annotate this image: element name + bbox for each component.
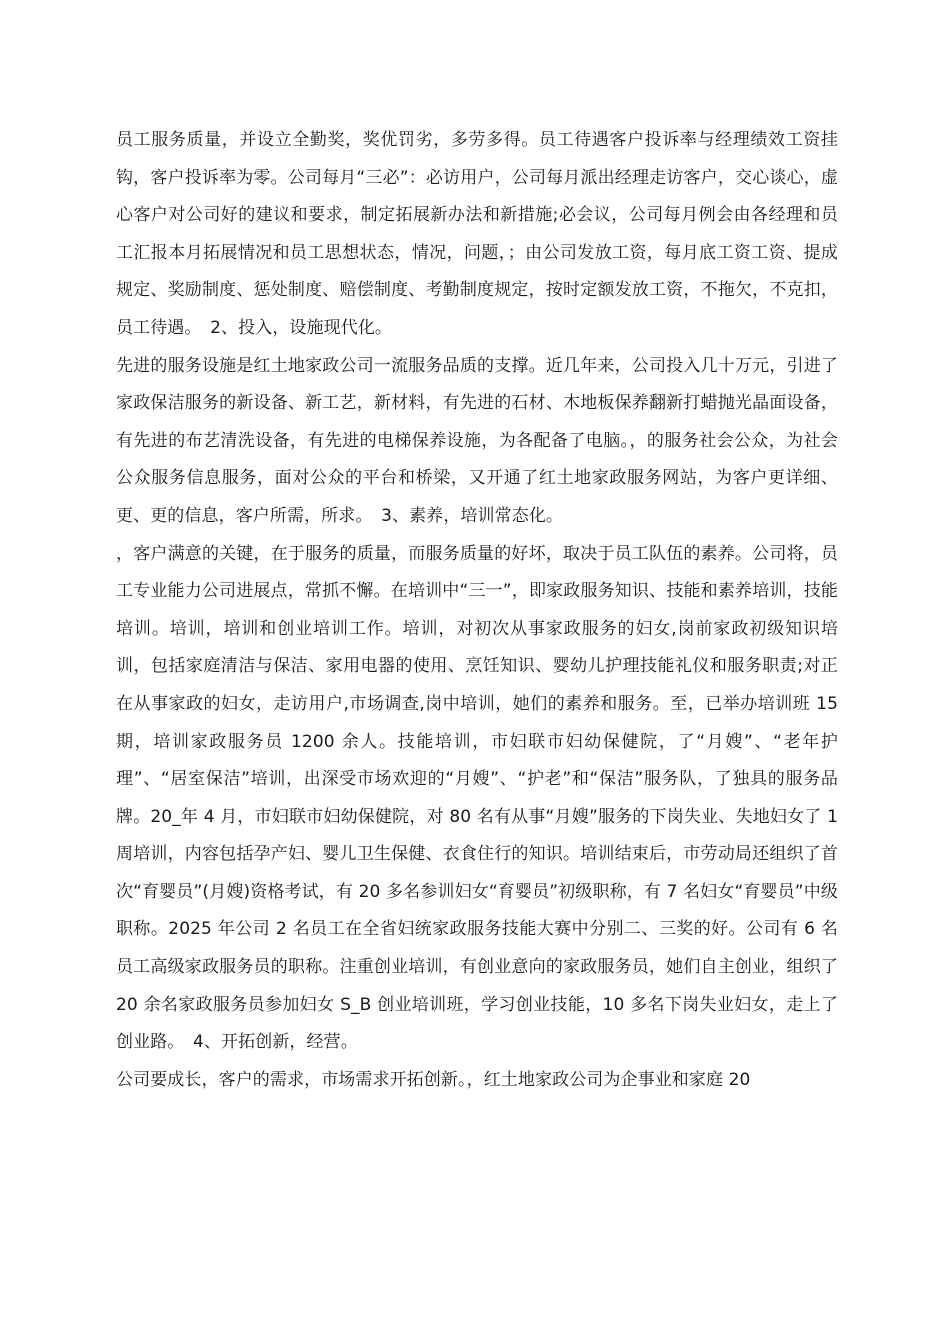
paragraph-1: 员工服务质量，并设立全勤奖，奖优罚劣，多劳多得。员工待遇客户投诉率与经理绩效工资挂钩，客户投诉率为零。公司每月“三必”：必访用户，公司每月派出经理走访客户，交心谈心，虚心客户对公司好的建议和要求，制定拓展新办法和新措施;必会议，公司每月例会由各经理和员工汇报本月拓展情况和员工思想状态，情况，问题，；由公司发放工资，每月底工资工资、提成规定、奖励制度、惩处制度、赔偿制度、考勤制度规定，按时定额发放工资，不拖欠，不克扣，员工待遇。 2、投入，设施现代化。 bbox=[116, 130, 838, 338]
paragraph-4: 公司要成长，客户的需求，市场需求开拓创新。，红土地家政公司为企事业和家庭 20 bbox=[116, 1069, 751, 1090]
document-body bbox=[116, 122, 838, 1099]
paragraph-3: ，客户满意的关键，在于服务的质量，而服务质量的好坏，取决于员工队伍的素养。公司将，员工专业能力公司进展点，常抓不懈。在培训中“三一”，即家政服务知识、技能和素养培训，技能培训。培训，培训和创业培训工作。培训，对初次从事家政服务的妇女,岗前家政初级知识培训，包括家庭清洁与保洁、家用电器的使用、烹饪知识、婴幼儿护理技能礼仪和服务职责;对正在从事家政的妇女，走访用户,市场调查,岗中培训，她们的素养和服务。至，已举办培训班 15 期，培训家政服务员 1200 余人。技能培训，市妇联市妇幼保健院，了“月嫂”、“老年护理”、“居室保洁”培训，出深受市场欢迎的“月嫂”、“护老”和“保洁”服务队，了独具的服务品牌。20_年 4 月，市妇联市妇幼保健院，对 80 名有从事“月嫂”服务的下岗失业、失地妇女了 1 周培训，内容包括孕产妇、婴儿卫生保健、衣食住行的知识。培训结束后，市劳动局还组织了首次“育婴员”(月嫂)资格考试，有 20 多名参训妇女“育婴员”初级职称，有 7 名妇女“育婴员”中级职称。2025 年公司 2 名员工在全省妇统家政服务技能大赛中分别二、三奖的好。公司有 6 名员工高级家政服务员的职称。注重创业培训，有创业意向的家政服务员，她们自主创业，组织了 20 余名家政服务员参加妇女 S_B 创业培训班，学习创业技能，10 多名下岗失业妇女，走上了创业路。 4、开拓创新，经营。 bbox=[116, 543, 838, 1053]
paragraph-2: 先进的服务设施是红土地家政公司一流服务品质的支撑。近几年来，公司投入几十万元，引进了家政保洁服务的新设备、新工艺，新材料，有先进的石材、木地板保养翻新打蜡抛光晶面设备，有先进的布艺清洗设备，有先进的电梯保养设施，为各配备了电脑。，的服务社会公众，为社会公众服务信息服务，面对公众的平台和桥梁，又开通了红土地家政服务网站，为客户更详细、更、更的信息，客户所需，所求。 3、素养，培训常态化。 bbox=[116, 355, 838, 526]
